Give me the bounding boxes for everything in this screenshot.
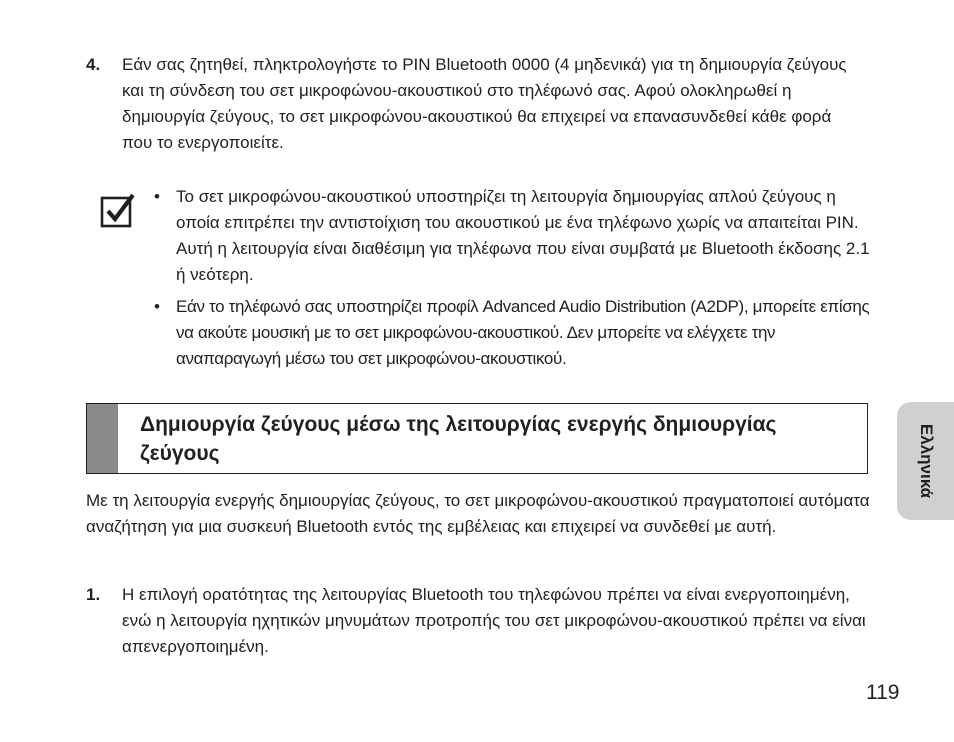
note-item-text: Εάν το τηλέφωνό σας υποστηρίζει προφίλ Advanced Audio Distribution (A2DP), μπορείτε επίσης να ακούτε μουσική με το σετ μικροφώνου-ακουστικού. Δεν μπορείτε να ελέγχετε την αναπαραγωγή μέσω του σετ μικροφώνου-ακουστικού. bbox=[176, 297, 870, 368]
intro-paragraph: Με τη λειτουργία ενεργής δημιουργίας ζεύγους, το σετ μικροφώνου-ακουστικού πραγματοποιεί αυτόματα αναζήτηση για μια συσκευή Bluetooth εντός της εμβέλειας και επιχειρεί να συνδεθεί με αυτή. bbox=[86, 491, 870, 536]
step-text: Η επιλογή ορατότητας της λειτουργίας Bluetooth του τηλεφώνου πρέπει να είναι ενεργοποιημένη, ενώ η λειτουργία ηχητικών μηνυμάτων προτροπής του σετ μικροφώνου-ακουστικού πρέπει να είναι απενεργοποιημένη. bbox=[122, 585, 866, 656]
language-tab bbox=[897, 402, 954, 520]
note-item-text: Το σετ μικροφώνου-ακουστικού υποστηρίζει τη λειτουργία δημιουργίας απλού ζεύγους η οποία επιτρέπει την αντιστοίχιση του ακουστικού με ένα τηλέφωνο χωρίς να απαιτείται PIN. Αυτή η λειτουργία είναι διαθέσιμη για τηλέφωνα που είναι συμβατά με Bluetooth έκδοσης 2.1 ή νεότερη. bbox=[176, 187, 870, 284]
note-item bbox=[152, 294, 872, 372]
section-title: Δημιουργία ζεύγους μέσω της λειτουργίας ενεργής δημιουργίας ζεύγους bbox=[140, 413, 777, 465]
section-heading-box bbox=[86, 403, 868, 474]
note-item bbox=[152, 184, 872, 288]
section-heading-bar bbox=[87, 404, 118, 473]
step-number: 1. bbox=[86, 585, 101, 604]
step-text: Εάν σας ζητηθεί, πληκτρολογήστε το PIN Bluetooth 0000 (4 μηδενικά) για τη δημιουργία ζεύγους και τη σύνδεση του σετ μικροφώνου-ακουστικού στο τηλέφωνό σας. Αφού ολοκληρωθεί η δημιουργία ζεύγους, το σετ μικροφώνου-ακουστικού θα επιχειρεί να επανασυνδεθεί κάθε φορά που το ενεργοποιείτε. bbox=[122, 55, 847, 152]
bullet: • bbox=[154, 297, 160, 316]
step-number: 4. bbox=[86, 55, 101, 74]
step-1 bbox=[86, 582, 866, 660]
step-4 bbox=[86, 52, 866, 156]
checkbox-note-icon bbox=[100, 192, 136, 228]
bullet: • bbox=[154, 187, 160, 206]
page-number: 119 bbox=[866, 681, 900, 704]
note-list bbox=[152, 184, 872, 378]
language-tab-label: Ελληνικά bbox=[916, 423, 936, 499]
